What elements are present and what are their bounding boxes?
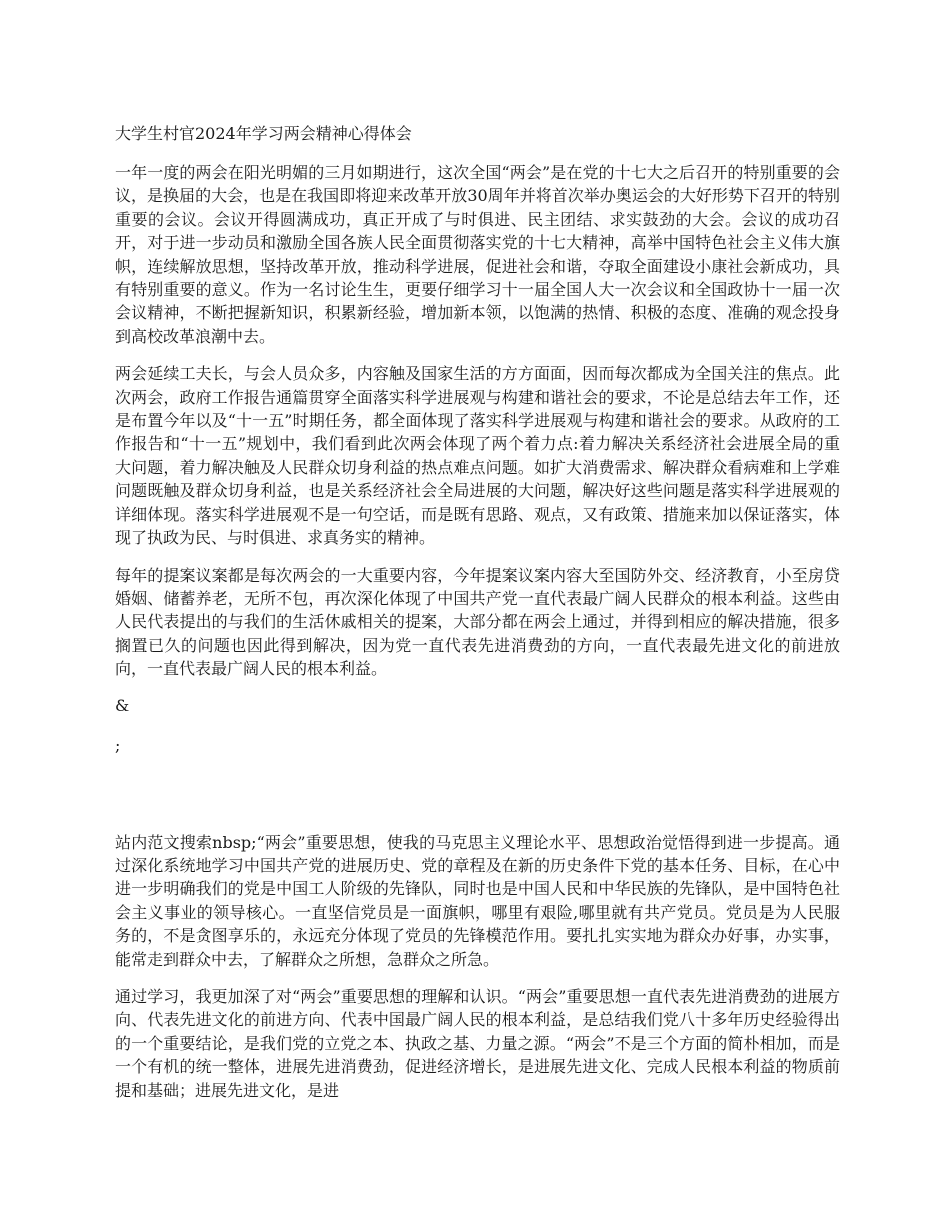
blank-spacer: [115, 757, 840, 831]
document-page: [115, 123, 840, 1116]
paragraph-5: 通过学习，我更加深了对“两会”重要思想的理解和认识。“两会”重要思想一直代表先进消费劲的进展方向、代表先进文化的前进方向、代表中国最广阔人民的根本利益，是总结我们党八十多年历史经验得出的一个重要结论，是我们党的立党之本、执政之基、力量之源。“两会”不是三个方面的简朴相加，而是一个有机的统一整体，进展先进消费劲，促进经济增长，是进展先进文化、完成人民根本利益的物质前提和基础；进展先进文化，是进: [115, 986, 840, 1100]
document-title: 大学生村官2024年学习两会精神心得体会: [115, 124, 412, 143]
paragraph-1: 一年一度的两会在阳光明媚的三月如期进行，这次全国“两会”是在党的十七大之后召开的特别重要的会议，是换届的大会，也是在我国即将迎来改革开放30周年并将首次举办奥运会的大好形势下召开的特别重要的会议。会议开得圆满成功，真正开成了与时俱进、民主团结、求实鼓劲的大会。会议的成功召开，对于进一步动员和激励全国各族人民全面贯彻落实党的十七大精神，高举中国特色社会主义伟大旗帜，连续解放思想，坚持改革开放，推动科学进展，促进社会和谐，夺取全面建设小康社会新成功，具有特别重要的意义。作为一名讨论生生，更要仔细学习十一届全国人大一次会议和全国政协十一届一次会议精神，不断把握新知识，积累新经验，增加新本领，以饱满的热情、积极的态度、准确的观念投身到高校改革浪潮中去。: [115, 163, 840, 346]
semicolon-line: ;: [115, 735, 121, 755]
ampersand-line: &: [115, 695, 130, 715]
paragraph-3: 每年的提案议案都是每次两会的一大重要内容，今年提案议案内容大至国防外交、经济教育，小至房贷婚姻、储蓄养老，无所不包，再次深化体现了中国共产党一直代表最广阔人民群众的根本利益。这些由人民代表提出的与我们的生活休戚相关的提案，大部分都在两会上通过，并得到相应的解决措施，很多搁置已久的问题也因此得到解决，因为党一直代表先进消费劲的方向，一直代表最先进文化的前进放向，一直代表最广阔人民的根本利益。: [115, 565, 840, 679]
paragraph-4: 站内范文搜索nbsp;“两会”重要思想，使我的马克思主义理论水平、思想政治觉悟得到进一步提高。通过深化系统地学习中国共产党的进展历史、党的章程及在新的历史条件下党的基本任务、目标，在心中进一步明确我们的党是中国工人阶级的先锋队，同时也是中国人民和中华民族的先锋队，是中国特色社会主义事业的领导核心。一直坚信党员是一面旗帜，哪里有艰险,哪里就有共产党员。党员是为人民服务的，不是贪图享乐的，永远充分体现了党员的先锋模范作用。要扎扎实实地为群众办好事，办实事，能常走到群众中去，了解群众之所想，急群众之所急。: [115, 832, 840, 969]
paragraph-2: 两会延续工夫长，与会人员众多，内容触及国家生活的方方面面，因而每次都成为全国关注的焦点。此次两会，政府工作报告通篇贯穿全面落实科学进展观与构建和谐社会的要求，不论是总结去年工作，还是布置今年以及“十一五”时期任务，都全面体现了落实科学进展观与构建和谐社会的要求。从政府的工作报告和“十一五”规划中，我们看到此次两会体现了两个着力点:着力解决关系经济社会进展全局的重大问题，着力解决触及人民群众切身利益的热点难点问题。如扩大消费需求、解决群众看病难和上学难问题既触及群众切身利益，也是关系经济社会全局进展的大问题，解决好这些问题是落实科学进展观的详细体现。落实科学进展观不是一句空话，而是既有思路、观点，又有政策、措施来加以保证落实，体现了执政为民、与时俱进、求真务实的精神。: [115, 364, 840, 548]
